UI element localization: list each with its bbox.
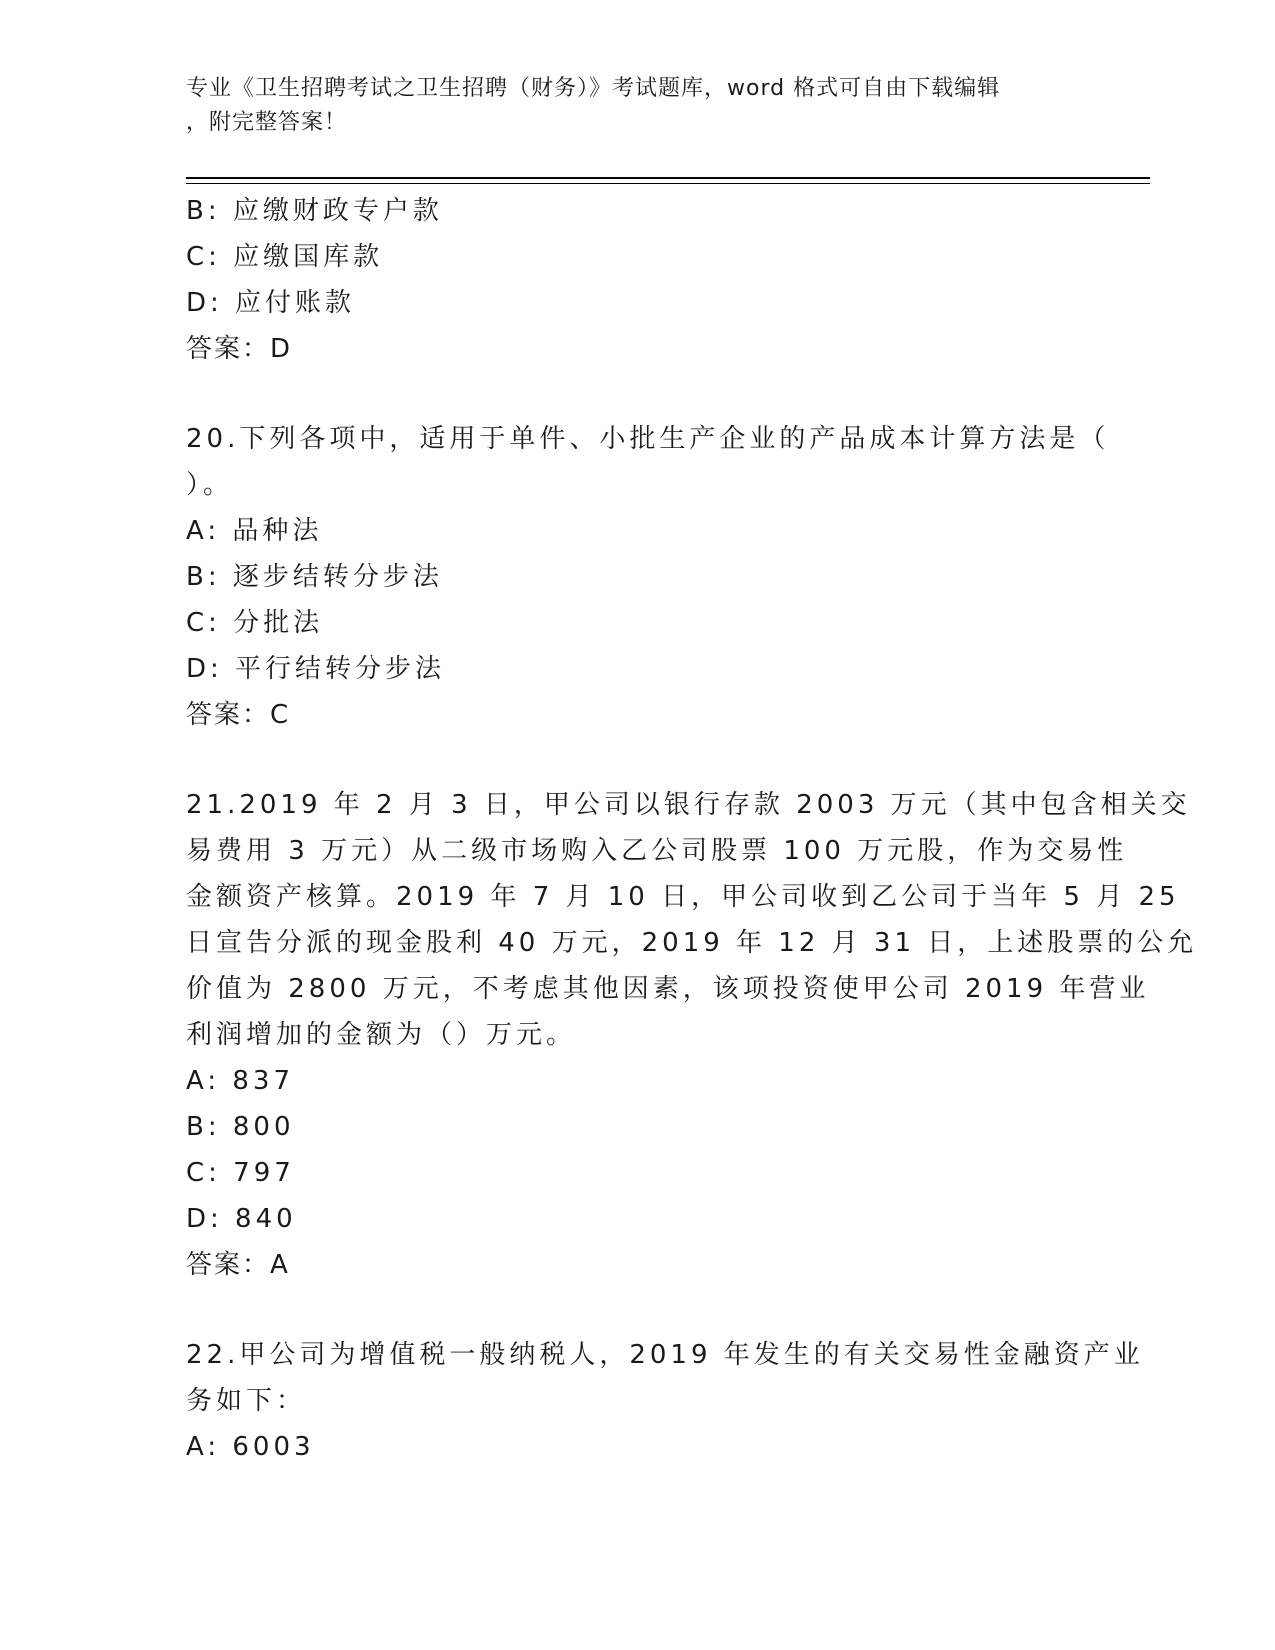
question-text-line: 利润增加的金额为（）万元。 (186, 1020, 577, 1050)
question-21 (186, 782, 1198, 1288)
option-a: A: 837 (186, 1066, 294, 1096)
option-b: B: 应缴财政专户款 (186, 196, 443, 226)
header-divider-thin (186, 183, 1150, 184)
header-divider-thick (186, 177, 1150, 179)
option-d: D: 应付账款 (186, 288, 356, 318)
option-d: D: 840 (186, 1204, 297, 1234)
question-list (186, 188, 1198, 1470)
document-header (186, 72, 1086, 140)
question-text-line: 20.下列各项中，适用于单件、小批生产企业的产品成本计算方法是（ (186, 424, 1110, 454)
option-b: B: 800 (186, 1112, 295, 1142)
question-text-line: 金额资产核算。2019 年 7 月 10 日，甲公司收到乙公司于当年 5 月 25 (186, 882, 1180, 912)
header-line-1: 专业《卫生招聘考试之卫生招聘（财务）》考试题库，word 格式可自由下载编辑 (186, 76, 1001, 101)
question-text-line: 21.2019 年 2 月 3 日，甲公司以银行存款 2003 万元（其中包含相关交 (186, 790, 1191, 820)
option-a: A: 品种法 (186, 516, 323, 546)
answer: 答案：C (186, 700, 291, 730)
option-c: C: 应缴国库款 (186, 242, 384, 272)
option-c: C: 分批法 (186, 608, 324, 638)
option-c: C: 797 (186, 1158, 295, 1188)
question-text-line: 22.甲公司为增值税一般纳税人，2019 年发生的有关交易性金融资产业 (186, 1340, 1144, 1370)
question-text-line: 务如下： (186, 1386, 307, 1416)
question-22 (186, 1332, 1144, 1470)
header-line-2: ，附完整答案！ (186, 110, 348, 135)
question-20 (186, 416, 1110, 738)
question-text-line: 易费用 3 万元）从二级市场购入乙公司股票 100 万元股，作为交易性 (186, 836, 1128, 866)
answer: 答案：D (186, 334, 293, 364)
question-text-line: ）。 (186, 470, 234, 500)
option-b: B: 逐步结转分步法 (186, 562, 443, 592)
option-d: D: 平行结转分步法 (186, 654, 446, 684)
question-text-line: 价值为 2800 万元，不考虑其他因素，该项投资使甲公司 2019 年营业 (186, 974, 1150, 1004)
option-a: A: 6003 (186, 1432, 315, 1462)
question-text-line: 日宣告分派的现金股利 40 万元，2019 年 12 月 31 日，上述股票的公允 (186, 928, 1198, 958)
question-19-tail (186, 188, 1086, 372)
answer: 答案：A (186, 1250, 290, 1280)
